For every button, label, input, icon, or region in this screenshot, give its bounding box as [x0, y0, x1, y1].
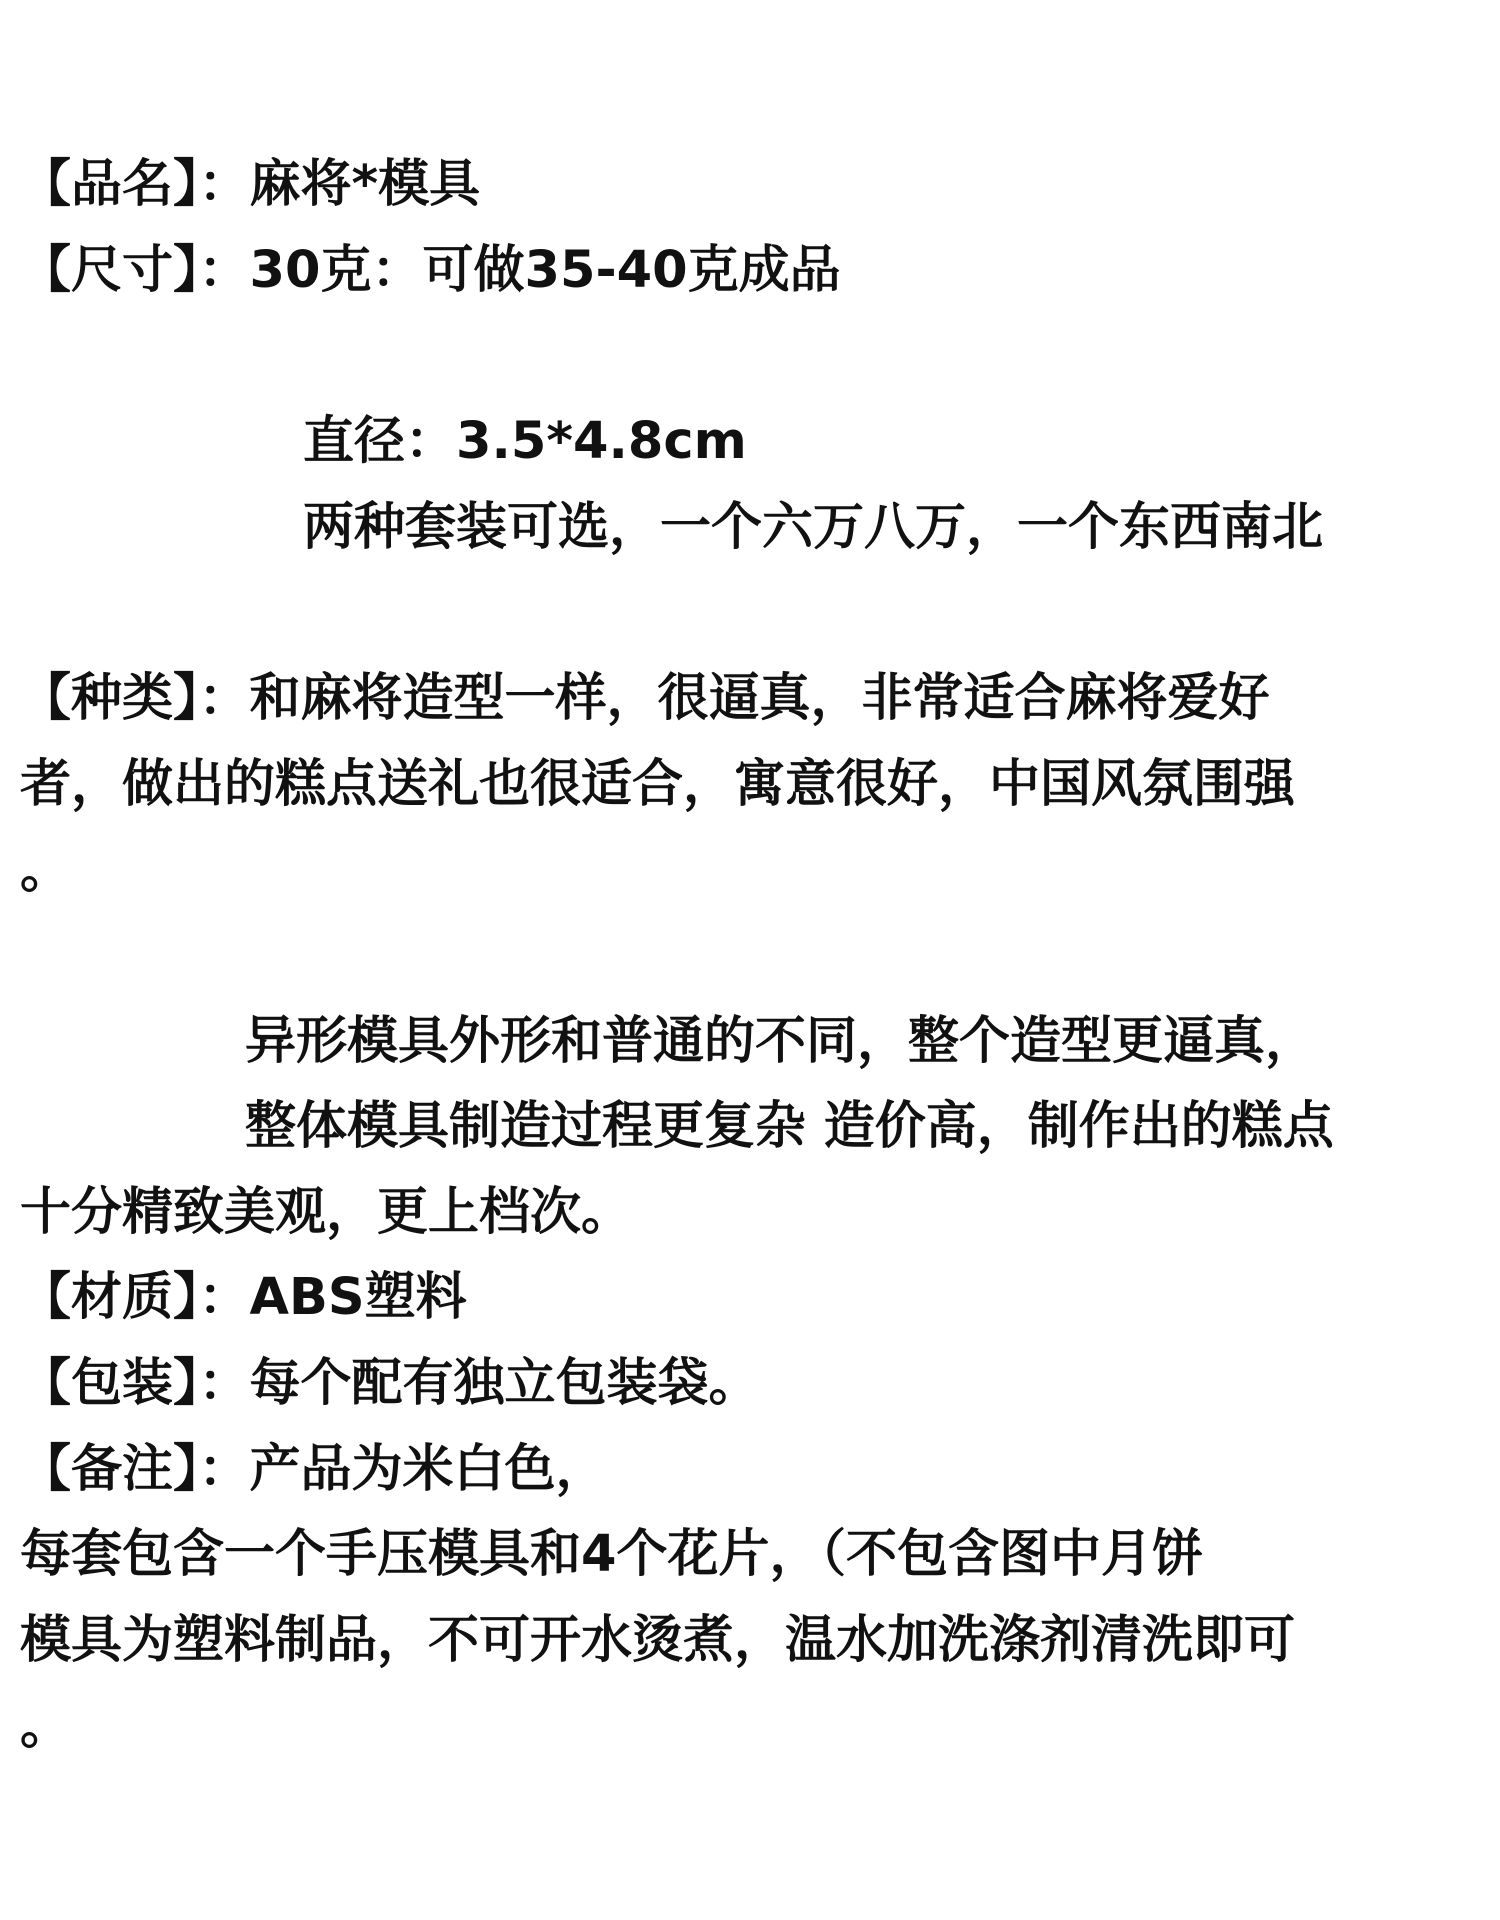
- name-row: [20, 155, 480, 215]
- special-line2: 整体模具制造过程更复杂 造价高，制作出的糕点: [245, 1097, 1334, 1156]
- notes-line3: 模具为塑料制品，不可开水烫煮，温水加洗涤剂清洗即可: [20, 1611, 1296, 1670]
- sets-text: 两种套装可选，一个六万八万，一个东西南北: [303, 498, 1324, 557]
- type-line2: 者，做出的糕点送礼也很适合，寓意很好，中国风氛围强: [20, 755, 1296, 814]
- notes-line4: 。: [20, 1697, 72, 1756]
- notes-value: 产品为米白色，: [249, 1440, 607, 1499]
- notes-line2: 每套包含一个手压模具和4个花片，（不包含图中月饼: [20, 1525, 1203, 1584]
- material-value: ABS塑料: [249, 1268, 467, 1327]
- notes-label: 【备注】：: [20, 1440, 250, 1499]
- special-line1: 异形模具外形和普通的不同，整个造型更逼真，: [245, 1012, 1317, 1071]
- special-line3: 十分精致美观，更上档次。: [20, 1183, 633, 1242]
- type-line1: 和麻将造型一样，很逼真，非常适合麻将爱好: [249, 669, 1270, 728]
- name-label: 【品名】：: [20, 155, 250, 214]
- diameter-text: 直径：3.5*4.8cm: [303, 412, 747, 471]
- notes-row: [20, 1440, 607, 1500]
- name-value: 麻将*模具: [249, 155, 481, 214]
- type-line3: 。: [20, 841, 72, 900]
- material-label: 【材质】：: [20, 1268, 250, 1327]
- packaging-row: [20, 1354, 760, 1414]
- type-row: [20, 669, 1270, 729]
- packaging-value: 每个配有独立包装袋。: [249, 1354, 760, 1413]
- packaging-label: 【包装】：: [20, 1354, 250, 1413]
- type-label: 【种类】：: [20, 669, 250, 728]
- size-row: [20, 241, 841, 301]
- size-label: 【尺寸】：: [20, 241, 250, 300]
- size-value: 30克：可做35-40克成品: [249, 241, 841, 300]
- material-row: [20, 1268, 467, 1328]
